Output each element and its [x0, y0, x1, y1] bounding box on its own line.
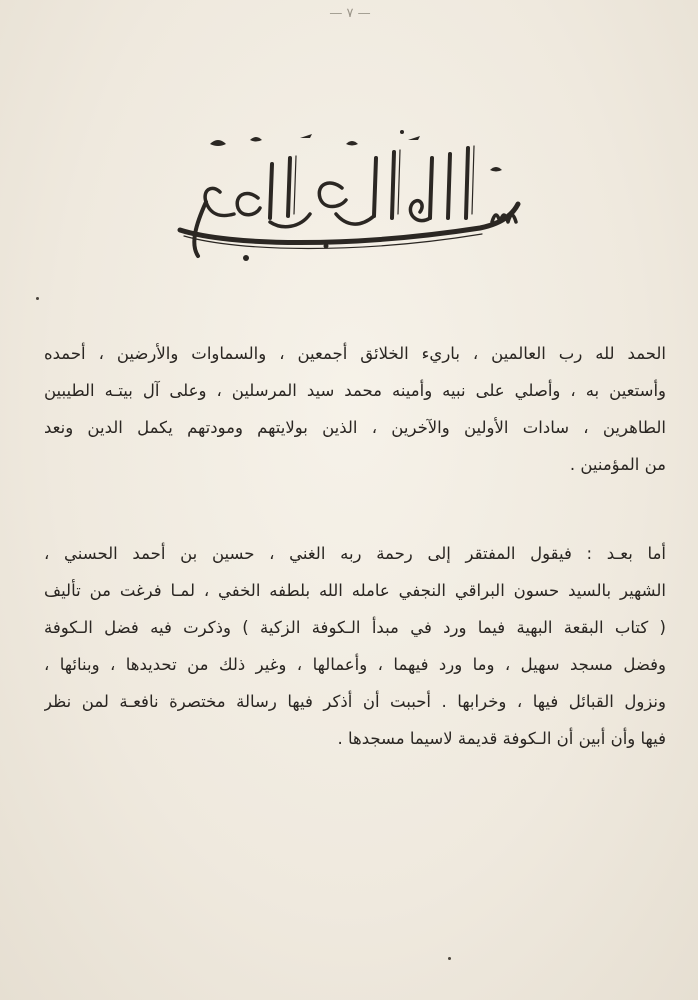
basmala-calligraphy-art: [150, 118, 550, 268]
text-line: وأستعين به ، وأصلي على نبيه وأمينه محمد سيد المرسلين ، وعلى آل بيتـه الطيبين: [44, 381, 666, 400]
ink-speck: [448, 957, 451, 960]
text-line: الحمد لله رب العالمين ، باريء الخلائق أجمعين ، والسماوات والأرضين ، أحمده: [44, 344, 666, 363]
text-line: ونزول القبائل فيها ، وخرابها . أحببت أن أذكر فيها رسالة مختصرة نافعـة لمن نظر: [44, 692, 666, 711]
text-line: من المؤمنين .: [569, 455, 666, 474]
ink-speck: [36, 297, 39, 300]
text-line: فيها وأن أبين أن الـكوفة قديمة لاسيما مسجدها .: [337, 729, 666, 748]
text-line: ( كتاب البقعة البهية فيما ورد في مبدأ الـكوفة الزكية ) وذكرت فيه فضل الـكوفة: [44, 618, 666, 637]
page-number: — ٧ —: [329, 6, 371, 21]
basmala-calligraphy: [150, 118, 550, 268]
text-line: الطاهرين ، سادات الأولين والآخرين ، الذين بولايتهم ومودتهم يكمل الدين ونعد: [44, 418, 666, 437]
text-line: أما بعـد : فيقول المفتقر إلى رحمة ربه الغني ، حسين بن أحمد الحسني ،: [44, 544, 666, 563]
text-line: الشهير بالسيد حسون البراقي النجفي عامله الله بلطفه الخفي ، لمـا فرغت من تأليف: [44, 581, 666, 600]
text-line: وفضل مسجد سهيل ، وما ورد فيهما ، وأعمالها ، وغير ذلك من تحديدها ، وبنائها ،: [44, 655, 666, 674]
